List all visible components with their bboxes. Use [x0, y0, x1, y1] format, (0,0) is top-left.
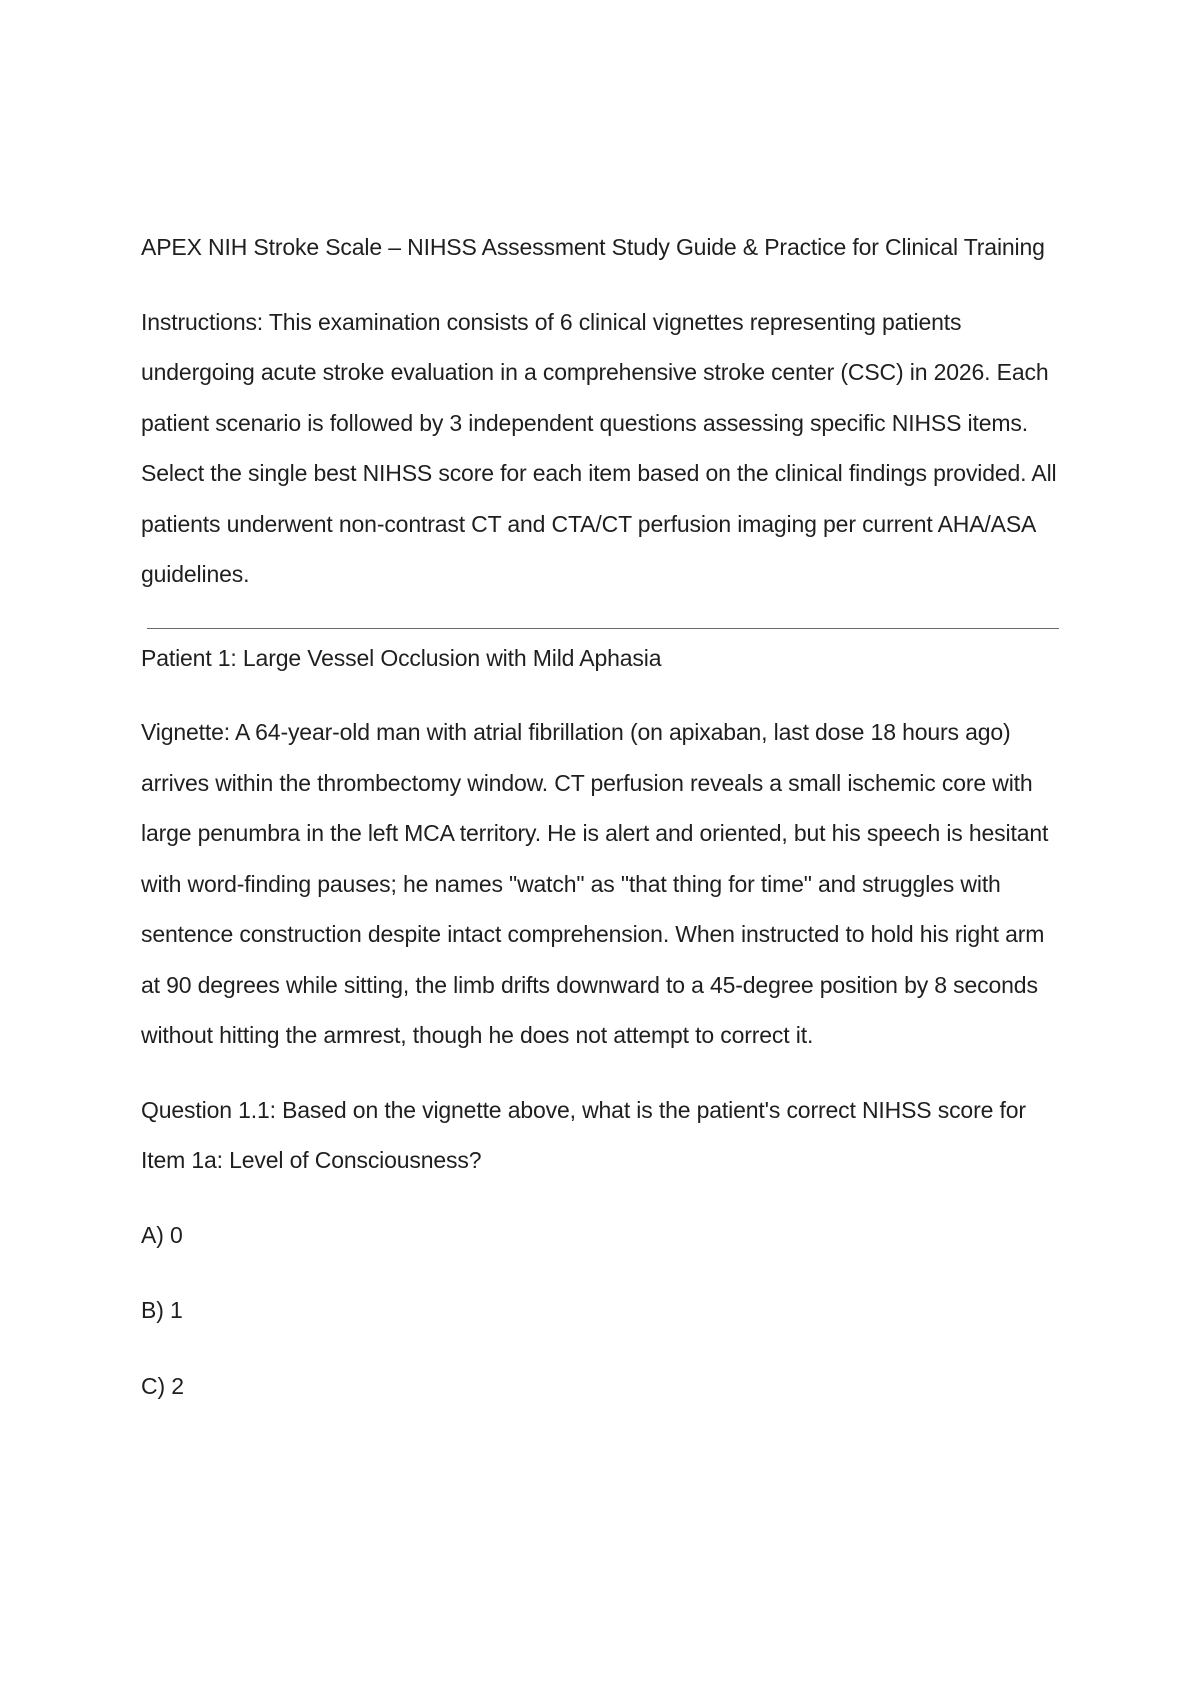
- document-body: [141, 222, 1066, 1436]
- instructions-paragraph: Instructions: This examination consists of 6 clinical vignettes representing patients undergoing acute stroke evaluation in a comprehensive stroke center (CSC) in 2026. Each patient scenario is followed by 3 independent questions assessing specific NIHSS items. Select the single best NIHSS score for each item based on the clinical findings provided. All patients underwent non-contrast CT and CTA/CT perfusion imaging per current AHA/ASA guidelines.: [141, 308, 1057, 587]
- question-1-1: Question 1.1: Based on the vignette above, what is the patient's correct NIHSS score for Item 1a: Level of Consciousness?: [141, 1096, 1026, 1173]
- answer-option-c: C) 2: [141, 1372, 184, 1399]
- section-divider: [147, 628, 1059, 629]
- patient-1-vignette: Vignette: A 64-year-old man with atrial fibrillation (on apixaban, last dose 18 hours ago) arrives within the thrombectomy window. CT perfusion reveals a small ischemic core with large penumbra in the left MCA territory. He is alert and oriented, but his speech is hesitant with word-finding pauses; he names "watch" as "that thing for time" and struggles with sentence construction despite intact comprehension. When instructed to hold his right arm at 90 degrees while sitting, the limb drifts downward to a 45-degree position by 8 seconds without hitting the armrest, though he does not attempt to correct it.: [141, 719, 1049, 1048]
- document-title: APEX NIH Stroke Scale – NIHSS Assessment Study Guide & Practice for Clinical Training: [141, 234, 1045, 260]
- patient-1-heading: Patient 1: Large Vessel Occlusion with Mild Aphasia: [141, 644, 662, 671]
- answer-option-a: A) 0: [141, 1221, 183, 1248]
- answer-option-b: B) 1: [141, 1297, 183, 1323]
